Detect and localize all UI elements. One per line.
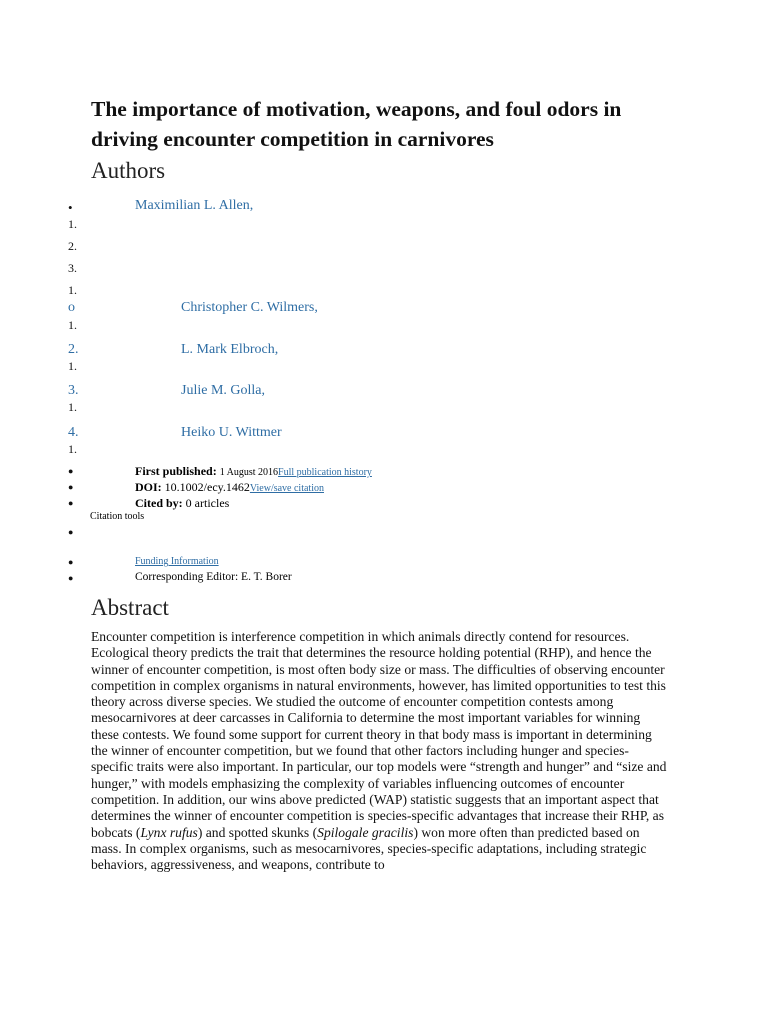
first-published-label: First published: bbox=[135, 464, 217, 478]
abstract-body bbox=[91, 629, 671, 873]
list-bullet: ● bbox=[68, 573, 74, 583]
abstract-heading: Abstract bbox=[91, 595, 169, 620]
author-link-elbroch[interactable]: L. Mark Elbroch, bbox=[181, 342, 279, 357]
list-bullet: ● bbox=[68, 498, 74, 508]
cited-by-row bbox=[135, 496, 229, 511]
list-marker: 2. bbox=[68, 342, 79, 357]
author-link-wittmer[interactable]: Heiko U. Wittmer bbox=[181, 425, 282, 440]
list-marker: 4. bbox=[68, 425, 79, 440]
species-name-lynx: Lynx rufus bbox=[140, 824, 198, 840]
list-bullet: ● bbox=[68, 557, 74, 567]
abstract-text-part: ) won more often than predicted based on mass. In complex organisms, such as mesocarnivores, species-specific adaptations, including strategic behaviors, aggressiveness, and weapons, contribute to bbox=[91, 824, 647, 873]
list-marker: o bbox=[68, 300, 75, 315]
affiliation-number: 1. bbox=[68, 283, 77, 297]
first-published-date: 1 August 2016 bbox=[219, 467, 279, 478]
list-bullet: • bbox=[68, 200, 73, 215]
doi-row bbox=[135, 480, 324, 495]
affiliation-number: 1. bbox=[68, 442, 77, 456]
corresponding-editor: Corresponding Editor: E. T. Borer bbox=[135, 571, 292, 583]
cited-by-value: 0 articles bbox=[185, 496, 230, 510]
authors-heading: Authors bbox=[91, 158, 166, 183]
author-link-golla[interactable]: Julie M. Golla, bbox=[181, 383, 265, 398]
full-history-link[interactable]: Full publication history bbox=[278, 467, 372, 478]
doi-value: 10.1002/ecy.1462 bbox=[164, 480, 250, 494]
author-link-wilmers[interactable]: Christopher C. Wilmers, bbox=[181, 300, 318, 315]
affiliation-number: 1. bbox=[68, 217, 77, 231]
affiliation-number: 1. bbox=[68, 318, 77, 332]
affiliation-number: 3. bbox=[68, 261, 77, 275]
author-link-allen[interactable]: Maximilian L. Allen, bbox=[135, 198, 254, 213]
abstract-text-part: Encounter competition is interference competition in which animals directly contend for resources. Ecological theory predicts the trait that determines the resource holding potential (RHP), and hence the winner of encounter competition, is most often body size or mass. The difficulties of observing encounter competition in complex organisms in natural environments, however, has limited opportunities to test this theory across diverse species. We studied the outcome of encounter competition contests among mesocarnivores at deer carcasses in California to determine the most important variables for winning these contests. We found some support for current theory in that body mass is important in determining the winner of encounter competition, but we found that other factors including hunger and species-specific traits were also important. In particular, our top models were “strength and hunger” and “size and hunger,” with models emphasizing the complexity of variables influencing outcomes of encounter competition. In addition, our wins above predicted (WAP) statistic suggests that an important aspect that determines the winner of encounter competition is species-specific advantages that increase their RHP, as bobcats ( bbox=[91, 629, 667, 840]
list-bullet: ● bbox=[68, 527, 74, 537]
affiliation-number: 1. bbox=[68, 400, 77, 414]
article-title: The importance of motivation, weapons, and foul odors in driving encounter competition in carnivores bbox=[91, 97, 622, 151]
affiliation-number: 2. bbox=[68, 239, 77, 253]
list-bullet: ● bbox=[68, 482, 74, 492]
first-published-row bbox=[135, 464, 372, 479]
species-name-spilogale: Spilogale gracilis bbox=[317, 824, 414, 840]
cited-by-label: Cited by: bbox=[135, 496, 183, 510]
affiliation-number: 1. bbox=[68, 359, 77, 373]
abstract-text-part: ) and spotted skunks ( bbox=[197, 824, 318, 840]
list-bullet: ● bbox=[68, 466, 74, 476]
citation-tools[interactable]: Citation tools bbox=[90, 511, 145, 522]
doi-label: DOI: bbox=[135, 480, 162, 494]
abstract-paragraph bbox=[91, 629, 671, 873]
funding-information-link[interactable]: Funding Information bbox=[135, 556, 219, 567]
view-citation-link[interactable]: View/save citation bbox=[249, 483, 324, 494]
list-marker: 3. bbox=[68, 383, 79, 398]
